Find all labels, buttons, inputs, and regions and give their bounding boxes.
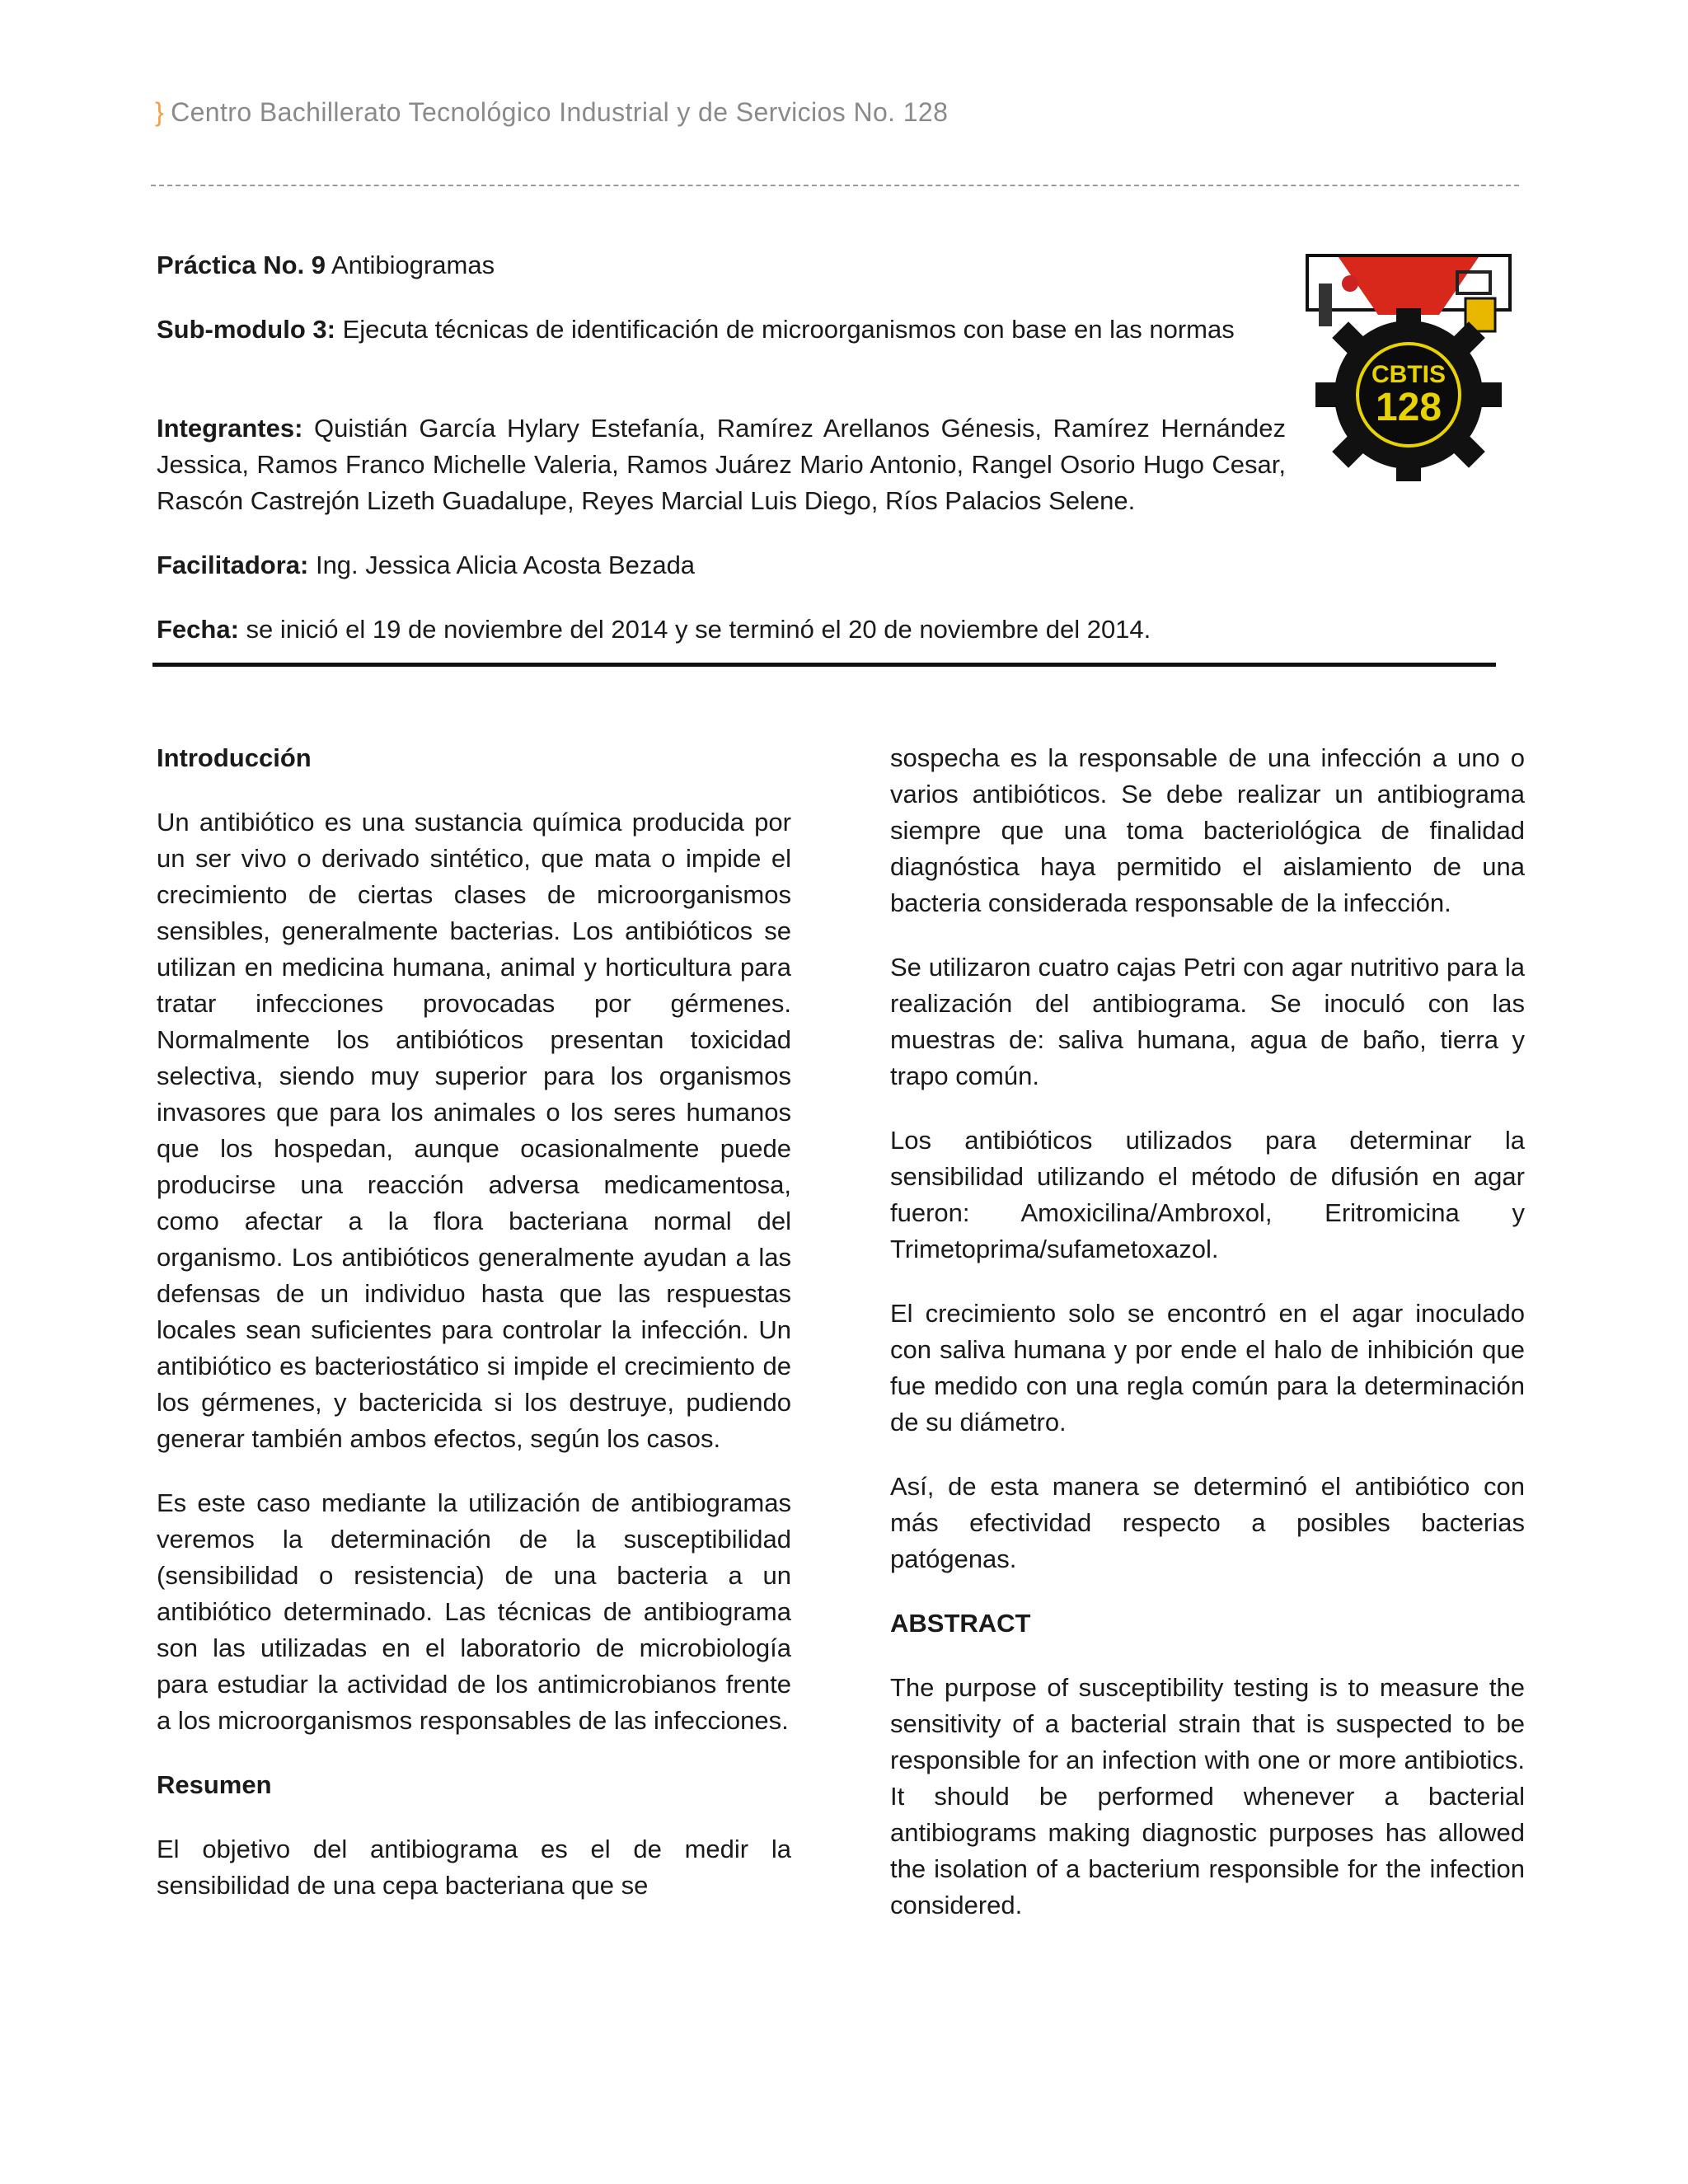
section-divider xyxy=(152,663,1496,667)
members-value: Quistián García Hylary Estefanía, Ramírez Arellanos Génesis, Ramírez Hernández Jessica, Ramos Franco Michelle Valeria, Ramos Juárez Mario Antonio, Rangel Osorio Hugo Cesar, Rascón Castrejón Lizeth Guadalupe, Reyes Marcial Luis Diego, Ríos Palacios Selene. xyxy=(157,414,1286,515)
practice-value: Antibiogramas xyxy=(331,251,495,279)
logo-text-bottom: 128 xyxy=(1375,386,1442,429)
submodule-value: Ejecuta técnicas de identificación de microorganismos con base en las normas xyxy=(342,315,1235,344)
practice-label: Práctica No. 9 xyxy=(157,251,326,279)
submodule-label: Sub-modulo 3: xyxy=(157,315,335,344)
date-value: se inició el 19 de noviembre del 2014 y se terminó el 20 de noviembre del 2014. xyxy=(246,615,1151,644)
facilitator-line xyxy=(157,547,1525,583)
summary-paragraph-1-end: sospecha es la responsable de una infección a uno o varios antibióticos. Se debe realizar un antibiograma siempre que una toma bacteriológica de finalidad diagnóstica haya permitido el aislamiento de una bacteria considerada responsable de la infección. xyxy=(890,743,1525,917)
intro-heading: Introducción xyxy=(157,743,312,772)
abstract-heading: ABSTRACT xyxy=(890,1609,1031,1638)
submodule-line xyxy=(157,312,1278,348)
intro-paragraph-2: Es este caso mediante la utilización de antibiogramas veremos la determinación de la susceptibilidad (sensibilidad o resistencia) de una bacteria a un antibiótico determinado. Las técnicas de antibiograma son las utilizadas en el laboratorio de microbiología para estudiar la actividad de los antimicrobianos frente a los microorganismos responsables de las infecciones. xyxy=(157,1488,791,1735)
summary-paragraph-3: Los antibióticos utilizados para determinar la sensibilidad utilizando el método de difusión en agar fueron: Amoxicilina/Ambroxol, Eritromicina y Trimetoprima/sufametoxazol. xyxy=(890,1126,1525,1263)
date-label: Fecha: xyxy=(157,615,239,644)
summary-paragraph-2: Se utilizaron cuatro cajas Petri con agar nutritivo para la realización del antibiograma. Se inoculó con las muestras de: saliva humana, agua de baño, tierra y trapo común. xyxy=(890,953,1525,1090)
members-label: Integrantes: xyxy=(157,414,303,443)
header-brace: } xyxy=(155,97,165,127)
header-dashed-divider xyxy=(151,185,1519,186)
summary-paragraph-4: El crecimiento solo se encontró en el agar inoculado con saliva humana y por ende el halo de inhibición que fue medido con una regla común para la determinación de su diámetro. xyxy=(890,1299,1525,1436)
summary-paragraph-1-start: El objetivo del antibiograma es el de medir la sensibilidad de una cepa bacteriana que se xyxy=(157,1835,791,1900)
right-column xyxy=(890,740,1525,1952)
abstract-paragraph: The purpose of susceptibility testing is to measure the sensitivity of a bacterial strain that is suspected to be responsible for an infection with one or more antibiotics. It should be performed whenever a bacterial antibiograms making diagnostic purposes has allowed the isolation of a bacterium responsible for the infection considered. xyxy=(890,1673,1525,1919)
institution-name: Centro Bachillerato Tecnológico Industrial y de Servicios No. 128 xyxy=(171,97,949,127)
page-header xyxy=(155,97,948,128)
intro-paragraph-1: Un antibiótico es una sustancia química producida por un ser vivo o derivado sintético, que mata o impide el crecimiento de ciertas clases de microorganismos sensibles, generalmente bacterias. Los antibióticos se utilizan en medicina humana, animal y horticultura para tratar infecciones provocadas por gérmenes. Normalmente los antibióticos presentan toxicidad selectiva, siendo muy superior para los organismos invasores que para los animales o los seres humanos que los hospedan, aunque ocasionalmente puede producirse una reacción adversa medicamentosa, como afectar a la flora bacteriana normal del organismo. Los antibióticos generalmente ayudan a las defensas de un individuo hasta que las respuestas locales sean suficientes para controlar la infección. Un antibiótico es bacteriostático si impide el crecimiento de los gérmenes, y bactericida si los destruye, pudiendo generar también ambos efectos, según los casos. xyxy=(157,808,791,1453)
summary-paragraph-5: Así, de esta manera se determinó el antibiótico con más efectividad respecto a posibles bacterias patógenas. xyxy=(890,1472,1525,1573)
logo-text-top: CBTIS xyxy=(1372,361,1446,388)
facilitator-value: Ing. Jessica Alicia Acosta Bezada xyxy=(315,551,696,579)
members-block xyxy=(157,410,1286,519)
practice-line xyxy=(157,247,1525,284)
summary-heading: Resumen xyxy=(157,1770,272,1799)
left-column xyxy=(157,740,791,1932)
school-logo xyxy=(1301,251,1517,483)
date-line xyxy=(157,612,1525,648)
facilitator-label: Facilitadora: xyxy=(157,551,309,579)
